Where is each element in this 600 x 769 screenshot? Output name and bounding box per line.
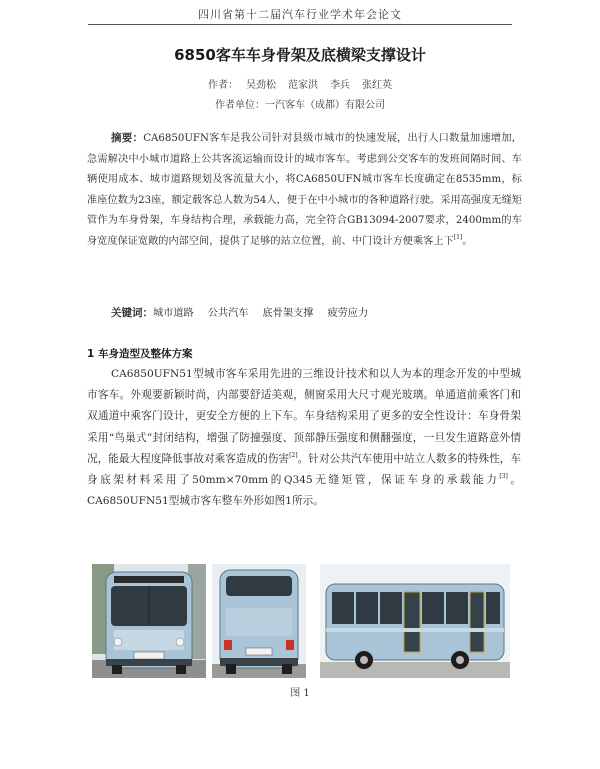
affiliation-label: 作者单位： [215,100,265,111]
body-text: CA6850UFN51型城市客车采用先进的三维设计技术和以人为本的理念开发的中型城市客车。外观要新颖时尚，内部要舒适美观，侧窗采用大尺寸观光玻璃。单通道前乘客门和双通道中乘客门设计，更安全方便的上下车。车身结构采用了更多的安全性设计：车身骨架采用“鸟巢式”封闭结构，增强了防撞强度、顶部静压强度和侧翻强度，一旦发生道路意外情况，能最大程度降低事故对乘客造成的伤害 [87,368,521,465]
figure-bus-rear [212,564,306,678]
running-header: 四川省第十二届汽车行业学术年会论文 [198,8,402,21]
keyword: 疲劳应力 [327,308,369,319]
authors-line [0,76,600,91]
keyword: 底骨架支撑 [262,308,314,319]
author-name: 张红英 [362,80,392,91]
citation-ref: [2] [289,451,298,459]
section-body [87,364,521,512]
citation-ref: [1] [453,233,463,241]
abstract-text: CA6850UFN客车是我公司针对县级市城市的快速发展，出行人口数量加速增加，急需解决中小城市道路上公共客流运输而设计的城市客车。考虑到公交客车的发班间隔时间、车辆使用成本、城市道路规划及客流量大小，将CA6850UFN城市客车长度确定在8535mm，标准座位数为23座，额定载客总人数为54人，便于在中小城市的各种道路行驶。采用高强度无缝矩管作为车身骨架，车身结构合理，承载能力高，完全符合GB13094-2007要求，2400mm的车身宽度保证宽敞的内部空间，提供了足够的站立位置，前、中门设计方便乘客上下 [87,133,522,247]
figure-caption: 图 1 [290,688,310,699]
section-heading: 1 车身造型及整体方案 [87,348,193,360]
affiliation-name: 一汽客车（成都）有限公司 [265,100,385,111]
abstract [87,128,522,253]
keywords-label: 关键词： [111,307,153,319]
bus-rear-illustration [212,564,306,678]
keywords [111,304,382,320]
body-text: 。CA6850UFN51型城市客车整车外形如图1所示。 [87,474,522,508]
author-name: 范家洪 [288,80,318,91]
citation-ref: [3] [499,473,508,481]
header-divider [88,24,512,25]
keyword: 城市道路 [153,308,194,319]
affiliation-line [0,96,600,111]
figure-bus-front [92,564,206,678]
bus-front-illustration [92,564,206,678]
author-name: 吴劲松 [246,80,276,91]
paper-title: 6850客车车身骨架及底横梁支撑设计 [174,46,426,64]
keyword: 公共汽车 [207,308,249,319]
abstract-label: 摘要： [111,132,144,144]
abstract-text-end: 。 [462,235,473,247]
body-text: 。针对公共汽车使用中站立人数多的特殊性，车身底架材料采用了50mm×70mm的Q345无缝矩管，保证车身的承载能力 [87,452,522,487]
authors-label: 作者： [208,80,238,91]
bus-side-illustration [320,564,510,678]
figure-bus-side [320,564,510,678]
author-name: 李兵 [330,80,350,91]
